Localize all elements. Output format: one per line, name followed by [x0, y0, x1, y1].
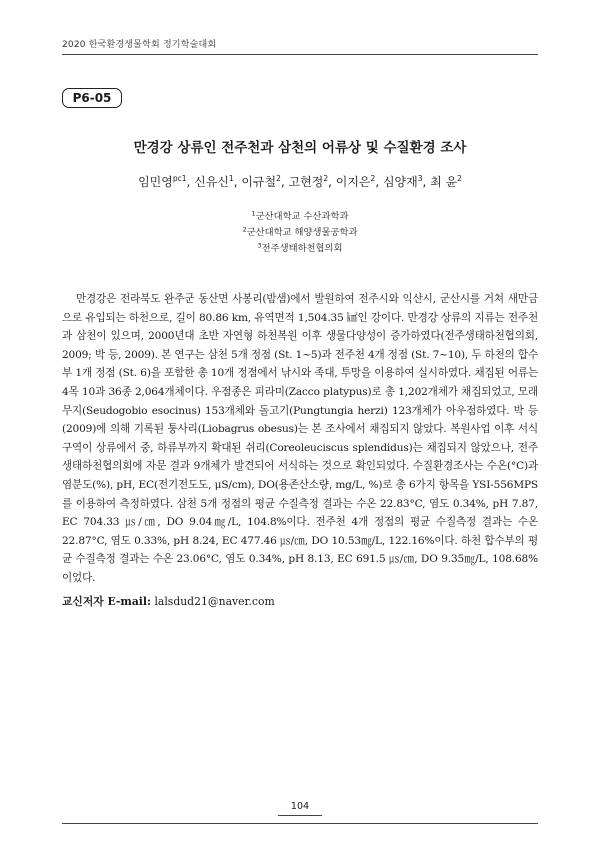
poster-code-badge: P6-05: [62, 88, 122, 108]
conference-header: 2020 한국환경생물학회 정기학술대회: [62, 40, 217, 50]
author: 이지은$^2$: [335, 174, 376, 189]
author: 임민영$^{pc1}$: [138, 174, 187, 189]
header-divider: [62, 54, 538, 55]
author: 신유신$^1$: [194, 174, 234, 189]
abstract-paragraph: 만경강은 전라북도 완주군 동산면 사봉리(밤샘)에서 발원하여 전주시와 익산시, 군산시를 거쳐 새만금으로 유입되는 하천으로, 길이 80.86 km, 유역면적 1,504.35 ㎢인 강이다. 만경강 상류의 지류는 전주천과 삼천이 있으며, 2000년대 초반 자연형 하천복원 이후 생물다양성이 증가하였다(전주생태하천협의회, 2009; 박 등, 2009). 본 연구는 삼천 5개 정점 (St. 1~5)과 전주천 4개 정점 (St. 7~10), 두 하천의 합수부 1개 정점 (St. 6)을 포함한 총 10개 정점에서 낚시와 족대, 투망을 이용하여 실시하였다. 채집된 어류는 4목 10과 36종 2,064개체이다. 우점종은 피라미(Zacco platypus)로 총 1,202개체가 채집되었고, 모래무지(Seudogobio esocinus) 153개체와 돌고기(Pungtungia herzi) 123개체가 아우점하였다. 박 등(2009)에 의해 기록된 퉁사리(Liobagrus obesus)는 본 조사에서 채집되지 않았다. 복원사업 이후 서식 구역이 상류에서 중, 하류부까지 확대된 쉬리(Coreoleuciscus splendidus)는 채집되지 않았으나, 전주생태하천협의회에 자문 결과 9개체가 발견되어 서식하는 것으로 확인되었다. 수질환경조사는 수온(°C)과 염분도(%), pH, EC(전기전도도, μS/cm), DO(용존산소량, mg/L, %)로 총 6가지 항목을 YSI-556MPS를 이용하여 측정하였다. 삼천 5개 정점의 평균 수질측정 결과는 수온 22.83°C, 염도 0.34%, pH 7.87, EC 704.33 ㎲/㎝, DO 9.04㎎/L, 104.8%이다. 전주천 4개 정점의 평균 수질측정 결과는 수온 22.87°C, 염도 0.33%, pH 8.24, EC 477.46 ㎲/㎝, DO 10.53㎎/L, 122.16%이다. 하천 합수부의 평균 수질측정 결과는 수온 23.06°C, 염도 0.34%, pH 8.13, EC 691.5 ㎲/㎝, DO 9.35㎎/L, 108.68%이었다.: [62, 293, 538, 584]
page-number-underline: [278, 815, 322, 816]
corresponding-author: [62, 594, 275, 609]
affiliation-2: $^2$군산대학교 해양생물공학과: [242, 225, 358, 238]
author: 최 윤$^2$: [430, 174, 462, 189]
author: 이규철$^2$: [241, 174, 281, 189]
affiliation-1: $^1$군산대학교 수산과학과: [251, 209, 349, 222]
contact-label: 교신저자 E-mail:: [62, 595, 151, 608]
author: 심양재$^3$: [382, 174, 423, 189]
page-number: 104: [290, 801, 310, 812]
author: 고현정$^2$: [288, 174, 329, 189]
paper-title: 만경강 상류인 전주천과 삼천의 어류상 및 수질환경 조사: [133, 140, 467, 156]
abstract-body: [62, 290, 538, 588]
contact-email: lalsdud21@naver.com: [154, 595, 275, 608]
affiliation-3: $^3$전주생태하천협의회: [257, 241, 343, 254]
author-list: 임민영$^{pc1}$, 신유신$^1$, 이규철$^2$, 고현정$^2$, 이지은$^2$, 심양재$^3$, 최 윤$^2$: [138, 174, 462, 189]
footer-divider: [62, 823, 538, 824]
